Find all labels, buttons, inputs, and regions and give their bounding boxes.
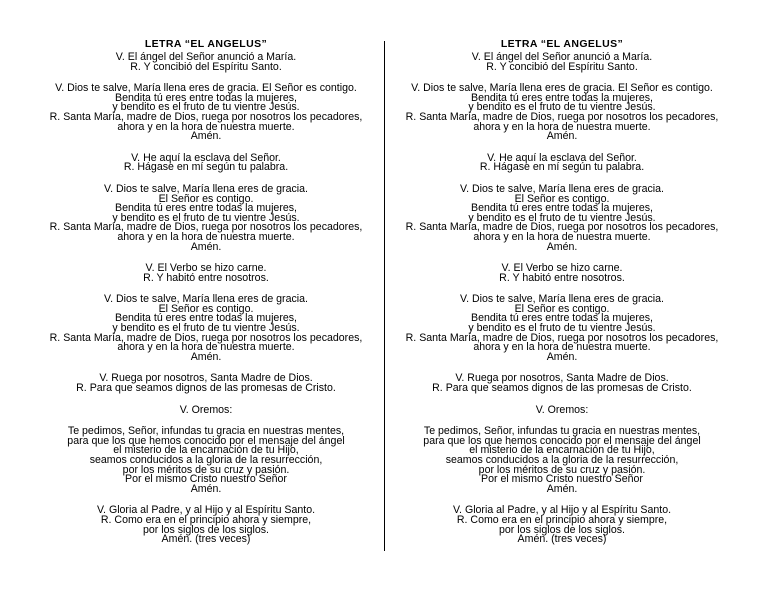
prayer-line: Amén. — [190, 482, 222, 495]
prayer-stanza — [387, 182, 737, 253]
prayer-line: R. Santa María, madre de Dios, ruega por nosotros los pecadores, — [405, 221, 719, 234]
prayer-line: Por el mismo Cristo nuestro Señor — [481, 473, 643, 486]
prayer-line: Amén. — [546, 130, 578, 143]
prayer-line: Bendita tú eres entre todas la mujeres, — [115, 91, 297, 104]
prayer-line: El Señor es contigo. — [158, 302, 254, 315]
prayer-line: Bendita tú eres entre todas la mujeres, — [471, 312, 653, 325]
prayer-line: R. Y habitó entre nosotros. — [143, 271, 269, 284]
prayer-line: ahora y en la hora de nuestra muerte. — [117, 230, 295, 243]
prayer-line: R. Santa María, madre de Dios, ruega por nosotros los pecadores, — [49, 221, 363, 234]
prayer-line: V. El ángel del Señor anunció a María. — [471, 51, 653, 63]
prayer-line: ahora y en la hora de nuestra muerte. — [117, 120, 295, 133]
prayer-line: Bendita tú eres entre todas la mujeres, — [115, 202, 297, 215]
prayer-line: Amén. — [546, 482, 578, 495]
prayer-line: Amén. — [190, 130, 222, 143]
page-title: LETRA “EL ANGELUS” — [500, 38, 624, 50]
prayer-line: Te pedimos, Señor, infundas tu gracia en nuestras mentes, — [423, 425, 701, 438]
prayer-line: R. Para que seamos dignos de las promesas de Cristo. — [432, 382, 692, 395]
prayer-line: R. Como era en el principio ahora y siempre, — [456, 513, 668, 526]
prayer-line: Bendita tú eres entre todas la mujeres, — [471, 202, 653, 215]
prayer-line: V. Dios te salve, María llena eres de gracia. — [460, 182, 664, 195]
prayer-line: y bendito es el fruto de tu vientre Jesús. — [468, 211, 656, 224]
prayer-line: Bendita tú eres entre todas la mujeres, — [115, 312, 297, 325]
prayer-line: seamos conducidos a la gloria de la resurrección, — [89, 454, 323, 466]
prayer-line: El Señor es contigo. — [158, 192, 254, 205]
prayer-line: V. El Verbo se hizo carne. — [145, 262, 267, 275]
right-column — [387, 38, 737, 557]
prayer-line: R. Para que seamos dignos de las promesas de Cristo. — [76, 382, 336, 395]
prayer-line: y bendito es el fruto de tu vientre Jesús. — [468, 322, 656, 335]
prayer-stanza — [31, 53, 381, 72]
prayer-line: Amén. — [190, 350, 222, 363]
prayer-line: R. Santa María, madre de Dios, ruega por nosotros los pecadores, — [49, 331, 363, 344]
prayer-line: Amén. — [546, 350, 578, 363]
prayer-stanza — [31, 84, 381, 142]
prayer-line: V. Dios te salve, María llena eres de gracia. — [460, 293, 664, 306]
prayer-line: ahora y en la hora de nuestra muerte. — [117, 341, 295, 354]
prayer-line: V. He aquí la esclava del Señor. — [131, 151, 281, 164]
prayer-line: R. Hágase en mí según tu palabra. — [123, 161, 289, 174]
prayer-line: Amén. (tres veces) — [161, 533, 251, 546]
prayer-line: R. Santa María, madre de Dios, ruega por nosotros los pecadores, — [405, 331, 719, 344]
prayer-line: Amén. (tres veces) — [517, 533, 607, 546]
prayer-line: ahora y en la hora de nuestra muerte. — [473, 341, 651, 354]
prayer-line: El Señor es contigo. — [514, 192, 610, 205]
prayer-line: seamos conducidos a la gloria de la resurrección, — [445, 454, 679, 466]
stanza-list — [387, 53, 737, 545]
prayer-line: Te pedimos, Señor, infundas tu gracia en nuestras mentes, — [67, 425, 345, 438]
prayer-line: R. Y concibió del Espíritu Santo. — [486, 60, 638, 73]
prayer-line: Amén. — [546, 240, 578, 253]
prayer-line: Por el mismo Cristo nuestro Señor — [125, 473, 287, 486]
prayer-line: para que los que hemos conocido por el mensaje del ángel — [67, 434, 345, 447]
prayer-line: V. El Verbo se hizo carne. — [501, 262, 623, 275]
prayer-stanza — [387, 264, 737, 283]
prayer-stanza — [31, 427, 381, 494]
prayer-line: y bendito es el fruto de tu vientre Jesús. — [468, 101, 656, 114]
left-column — [31, 38, 381, 557]
prayer-line: V. Ruega por nosotros, Santa Madre de Dios. — [99, 372, 313, 385]
prayer-line: ahora y en la hora de nuestra muerte. — [473, 230, 651, 243]
prayer-stanza — [31, 403, 381, 416]
prayer-line: V. Dios te salve, María llena eres de gracia. — [104, 293, 308, 306]
prayer-line: R. Santa María, madre de Dios, ruega por nosotros los pecadores, — [49, 110, 363, 123]
prayer-line: por los méritos de su cruz y pasión. — [478, 463, 646, 476]
prayer-stanza — [387, 53, 737, 72]
prayer-stanza — [31, 151, 381, 174]
page-title: LETRA “EL ANGELUS” — [144, 38, 268, 50]
prayer-line: por los méritos de su cruz y pasión. — [122, 463, 290, 476]
prayer-stanza — [31, 374, 381, 393]
stanza-list — [31, 53, 381, 545]
prayer-line: V. Dios te salve, María llena eres de gracia. — [104, 182, 308, 195]
prayer-stanza — [387, 84, 737, 142]
prayer-line: V. Oremos: — [179, 403, 233, 416]
column-divider — [384, 41, 385, 551]
prayer-line: Amén. — [190, 240, 222, 253]
prayer-line: ahora y en la hora de nuestra muerte. — [473, 120, 651, 133]
prayer-line: R. Y habitó entre nosotros. — [499, 271, 625, 284]
prayer-line: R. Hágase en mí según tu palabra. — [479, 161, 645, 174]
prayer-line: V. Ruega por nosotros, Santa Madre de Dios. — [455, 372, 669, 385]
prayer-line: para que los que hemos conocido por el mensaje del ángel — [423, 434, 701, 447]
prayer-stanza — [31, 182, 381, 253]
prayer-line: El Señor es contigo. — [514, 302, 610, 315]
prayer-line: V. Gloria al Padre, y al Hijo y al Espíritu Santo. — [96, 504, 316, 517]
prayer-line: V. Dios te salve, María llena eres de gracia. El Señor es contigo. — [411, 82, 713, 95]
prayer-line: y bendito es el fruto de tu vientre Jesús. — [112, 322, 300, 335]
prayer-line: por los siglos de los siglos. — [142, 523, 269, 536]
prayer-line: y bendito es el fruto de tu vientre Jesús. — [112, 211, 300, 224]
prayer-line: el misterio de la encarnación de tu Hijo, — [113, 444, 299, 457]
prayer-line: R. Y concibió del Espíritu Santo. — [130, 60, 282, 73]
prayer-stanza — [387, 403, 737, 416]
prayer-line: V. El ángel del Señor anunció a María. — [115, 51, 297, 63]
prayer-line: y bendito es el fruto de tu vientre Jesús. — [112, 101, 300, 114]
prayer-line: V. Gloria al Padre, y al Hijo y al Espíritu Santo. — [452, 504, 672, 517]
prayer-line: V. He aquí la esclava del Señor. — [487, 151, 637, 164]
prayer-line: Bendita tú eres entre todas la mujeres, — [471, 91, 653, 104]
prayer-line: R. Como era en el principio ahora y siempre, — [100, 513, 312, 526]
prayer-line: V. Dios te salve, María llena eres de gracia. El Señor es contigo. — [55, 82, 357, 95]
prayer-stanza — [387, 427, 737, 494]
prayer-line: por los siglos de los siglos. — [498, 523, 625, 536]
prayer-line: R. Santa María, madre de Dios, ruega por nosotros los pecadores, — [405, 110, 719, 123]
prayer-stanza — [31, 295, 381, 362]
prayer-line: el misterio de la encarnación de tu Hijo, — [469, 444, 655, 457]
prayer-stanza — [31, 506, 381, 544]
prayer-stanza — [387, 374, 737, 393]
prayer-stanza — [387, 295, 737, 362]
prayer-stanza — [387, 151, 737, 174]
prayer-line: V. Oremos: — [535, 403, 589, 416]
prayer-stanza — [31, 264, 381, 283]
prayer-stanza — [387, 506, 737, 544]
